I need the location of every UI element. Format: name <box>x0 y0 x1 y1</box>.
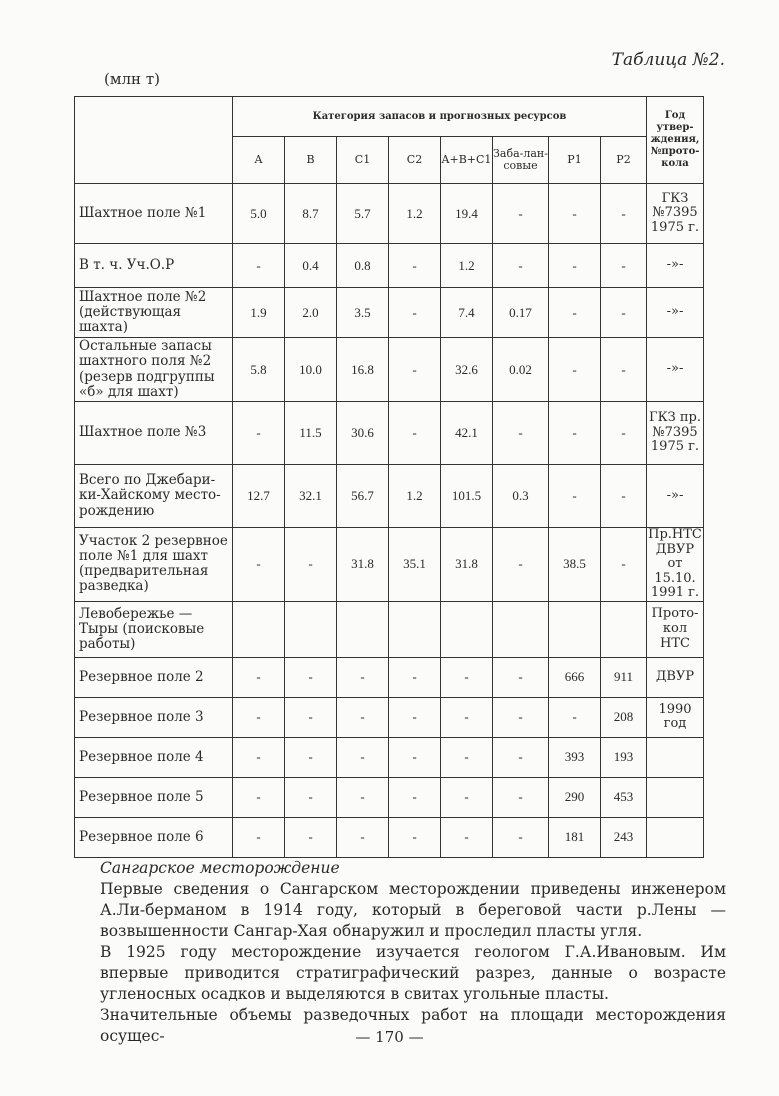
row-approval: -»- <box>647 244 704 288</box>
table-cell: - <box>441 817 493 857</box>
table-cell <box>337 601 389 657</box>
table-cell: - <box>233 737 285 777</box>
table-cell: - <box>233 657 285 697</box>
table-cell: - <box>441 657 493 697</box>
table-cell: - <box>601 244 647 288</box>
table-cell: - <box>233 777 285 817</box>
row-name: Шахтное поле №1 <box>75 184 233 244</box>
header-blank <box>75 97 233 184</box>
table-row <box>75 288 704 338</box>
table-cell: 8.7 <box>285 184 337 244</box>
table-cell: - <box>549 402 601 465</box>
table-cell: - <box>285 697 337 737</box>
table-cell: 208 <box>601 697 647 737</box>
row-approval: ДВУР <box>647 657 704 697</box>
paragraph: Первые сведения о Сангарском месторождении приведены инженером А.Ли-берманом в 1914 году, который в береговой части р.Лены — возвышенности Сангар-Хая обнаружил и проследил пласты угля. <box>100 880 726 940</box>
table-row <box>75 657 704 697</box>
table-row <box>75 601 704 657</box>
table-cell: - <box>337 697 389 737</box>
row-approval: -»- <box>647 338 704 402</box>
table-cell: 31.8 <box>337 528 389 602</box>
paragraph: В 1925 году месторождение изучается геологом Г.А.Ивановым. Им впервые приводится стратиграфический разрез, данные о возрасте угленосных осадков и выделяются в свитах угольные пласты. <box>100 943 726 1003</box>
table-cell: 32.1 <box>285 465 337 528</box>
table-cell: - <box>389 338 441 402</box>
table-cell: 0.8 <box>337 244 389 288</box>
table-cell: 453 <box>601 777 647 817</box>
row-approval: Пр.НТС ДВУР от 15.10. 1991 г. <box>648 527 702 601</box>
table-cell: 38.5 <box>549 528 601 602</box>
table-cell: 290 <box>549 777 601 817</box>
table-row <box>75 817 704 857</box>
row-approval: Прото-кол НТС <box>647 601 704 657</box>
table-cell <box>601 601 647 657</box>
table-cell <box>285 601 337 657</box>
table-cell: 35.1 <box>389 528 441 602</box>
row-name: Шахтное поле №2 (действующая шахта) <box>75 288 233 338</box>
table-cell: - <box>493 402 549 465</box>
table-cell: - <box>233 528 285 602</box>
table-cell: - <box>389 777 441 817</box>
row-name: Участок 2 резервное поле №1 для шахт (предварительная разведка) <box>75 528 233 602</box>
table-cell: - <box>493 697 549 737</box>
table-cell <box>549 601 601 657</box>
table-cell: - <box>601 528 647 602</box>
table-cell <box>493 601 549 657</box>
paragraph: Значительные объемы разведочных работ на площади месторождения осущес- <box>100 1006 726 1045</box>
table-cell: - <box>389 737 441 777</box>
table-cell: - <box>337 777 389 817</box>
table-cell: - <box>389 697 441 737</box>
table-cell: - <box>601 288 647 338</box>
table-cell: - <box>549 338 601 402</box>
table-cell: - <box>285 817 337 857</box>
table-cell: - <box>493 657 549 697</box>
table-cell: 0.4 <box>285 244 337 288</box>
table-row <box>75 338 704 402</box>
table-cell: 0.3 <box>493 465 549 528</box>
units-label: (млн т) <box>104 70 160 88</box>
row-name: Всего по Джебари-ки-Хайскому место-рождению <box>75 465 233 528</box>
body-text <box>100 858 726 1047</box>
table-cell: 181 <box>549 817 601 857</box>
row-name: Остальные запасы шахтного поля №2 (резерв подгруппы «б» для шахт) <box>75 338 233 402</box>
table-cell: 1.9 <box>233 288 285 338</box>
table-cell: 30.6 <box>337 402 389 465</box>
table-row <box>75 402 704 465</box>
table-cell: 3.5 <box>337 288 389 338</box>
table-cell: 5.0 <box>233 184 285 244</box>
table-cell: 12.7 <box>233 465 285 528</box>
year-header: Год утвер-ждения, №прото-кола <box>647 97 704 184</box>
table-cell: - <box>601 465 647 528</box>
table-cell: - <box>549 244 601 288</box>
table-caption: Таблица №2. <box>611 50 725 70</box>
col-header-c2: C2 <box>389 137 441 184</box>
row-name: Резервное поле 4 <box>75 737 233 777</box>
table-cell: 42.1 <box>441 402 493 465</box>
table-row <box>75 697 704 737</box>
reserves-table <box>74 96 704 858</box>
table-cell: - <box>441 737 493 777</box>
row-approval: ГКЗ пр. №7395 1975 г. <box>647 402 704 465</box>
row-approval: -»- <box>647 288 704 338</box>
table-cell: - <box>233 402 285 465</box>
table-cell: - <box>493 737 549 777</box>
table-row <box>75 777 704 817</box>
section-title: Сангарское месторождение <box>100 859 340 877</box>
table-cell: 16.8 <box>337 338 389 402</box>
table-row <box>75 737 704 777</box>
table-cell: - <box>389 817 441 857</box>
table-cell <box>441 601 493 657</box>
table-cell: 243 <box>601 817 647 857</box>
table-cell: - <box>493 777 549 817</box>
table-cell: - <box>285 528 337 602</box>
table-cell: - <box>389 657 441 697</box>
row-name: Резервное поле 6 <box>75 817 233 857</box>
table-cell: - <box>285 737 337 777</box>
table-cell: - <box>549 184 601 244</box>
row-name: Резервное поле 5 <box>75 777 233 817</box>
table-cell <box>389 601 441 657</box>
col-header-p1: P1 <box>549 137 601 184</box>
col-header-c1: C1 <box>337 137 389 184</box>
table-cell: - <box>337 657 389 697</box>
table-cell: 19.4 <box>441 184 493 244</box>
table-cell: - <box>389 402 441 465</box>
table-cell: 5.7 <box>337 184 389 244</box>
table-cell: 1.2 <box>441 244 493 288</box>
table-cell: - <box>233 697 285 737</box>
row-name: В т. ч. Уч.О.Р <box>75 244 233 288</box>
table-cell: 11.5 <box>285 402 337 465</box>
row-name: Шахтное поле №3 <box>75 402 233 465</box>
table-cell: - <box>601 184 647 244</box>
table-cell: - <box>493 528 549 602</box>
table-cell: 193 <box>601 737 647 777</box>
table-cell: 56.7 <box>337 465 389 528</box>
table-cell: 31.8 <box>441 528 493 602</box>
table-cell: - <box>601 402 647 465</box>
table-cell: - <box>233 817 285 857</box>
table-cell: 2.0 <box>285 288 337 338</box>
row-name: Левобережье — Тыры (поисковые работы) <box>75 601 233 657</box>
row-approval <box>647 817 704 857</box>
table-cell: 10.0 <box>285 338 337 402</box>
table-cell: - <box>285 657 337 697</box>
table-cell: 5.8 <box>233 338 285 402</box>
col-header-abc1: A+B+C1 <box>441 137 493 184</box>
table-cell: 1.2 <box>389 184 441 244</box>
table-cell: - <box>493 184 549 244</box>
col-header-zabalans: Заба-лан-совые <box>493 137 549 184</box>
table-cell: 1.2 <box>389 465 441 528</box>
row-approval: -»- <box>647 465 704 528</box>
table-row <box>75 244 704 288</box>
table-cell: - <box>493 244 549 288</box>
table-cell: - <box>285 777 337 817</box>
table-cell <box>233 601 285 657</box>
row-name: Резервное поле 2 <box>75 657 233 697</box>
table-cell: 32.6 <box>441 338 493 402</box>
col-header-p2: P2 <box>601 137 647 184</box>
table-cell: 393 <box>549 737 601 777</box>
table-row <box>75 184 704 244</box>
col-header-b: B <box>285 137 337 184</box>
table-row <box>75 528 704 602</box>
table-cell: - <box>337 817 389 857</box>
table-cell: - <box>601 338 647 402</box>
table-cell: - <box>493 817 549 857</box>
page-number: — 170 — <box>355 1028 424 1046</box>
table-cell: - <box>549 288 601 338</box>
table-cell: - <box>389 288 441 338</box>
table-cell: - <box>441 777 493 817</box>
table-cell: - <box>549 465 601 528</box>
table-cell: - <box>389 244 441 288</box>
row-approval <box>647 777 704 817</box>
table-cell: 666 <box>549 657 601 697</box>
table-cell: - <box>441 697 493 737</box>
table-cell: - <box>337 737 389 777</box>
row-name: Резервное поле 3 <box>75 697 233 737</box>
table-cell: 0.02 <box>493 338 549 402</box>
category-header: Категория запасов и прогнозных ресурсов <box>233 97 647 137</box>
table-cell: 911 <box>601 657 647 697</box>
row-approval <box>647 737 704 777</box>
table-cell: 0.17 <box>493 288 549 338</box>
table-cell: 7.4 <box>441 288 493 338</box>
table-cell: 101.5 <box>441 465 493 528</box>
table-cell: - <box>233 244 285 288</box>
col-header-a: A <box>233 137 285 184</box>
table-cell: - <box>549 697 601 737</box>
row-approval: ГКЗ №7395 1975 г. <box>647 184 704 244</box>
table-row <box>75 465 704 528</box>
row-approval: 1990 год <box>647 697 704 737</box>
